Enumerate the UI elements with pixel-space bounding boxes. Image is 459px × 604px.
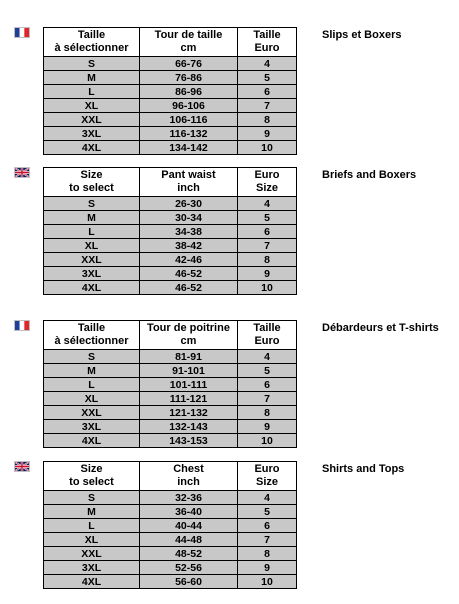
table-row xyxy=(44,239,297,253)
table-cell: 10 xyxy=(238,434,297,448)
table-cell: L xyxy=(44,378,140,392)
table-cell: 8 xyxy=(238,253,297,267)
table-header-row xyxy=(44,168,297,197)
table-cell: 6 xyxy=(238,519,297,533)
table-cell: 66-76 xyxy=(140,57,238,71)
header-cell: Euro Size xyxy=(238,168,297,197)
table-cell: 38-42 xyxy=(140,239,238,253)
size-table xyxy=(43,27,297,155)
table-cell: 10 xyxy=(238,575,297,589)
table-cell: S xyxy=(44,491,140,505)
table-row xyxy=(44,281,297,295)
table-cell: 9 xyxy=(238,420,297,434)
table-cell: 9 xyxy=(238,127,297,141)
table-cell: 9 xyxy=(238,561,297,575)
table-cell: 3XL xyxy=(44,267,140,281)
table-cell: M xyxy=(44,505,140,519)
table-cell: 6 xyxy=(238,378,297,392)
table-cell: 101-111 xyxy=(140,378,238,392)
header-cell: Size to select xyxy=(44,168,140,197)
table-cell: 7 xyxy=(238,99,297,113)
table-cell: 4XL xyxy=(44,141,140,155)
header-cell: Taille à sélectionner xyxy=(44,321,140,350)
table-row xyxy=(44,392,297,406)
table-header-row xyxy=(44,321,297,350)
section-caption: Shirts and Tops xyxy=(322,463,405,475)
header-cell: Euro Size xyxy=(238,462,297,491)
table-cell: 96-106 xyxy=(140,99,238,113)
table-row xyxy=(44,364,297,378)
table-cell: XXL xyxy=(44,253,140,267)
flag-uk-icon xyxy=(14,461,30,472)
table-cell: 7 xyxy=(238,239,297,253)
table-cell: 4 xyxy=(238,57,297,71)
table-cell: 8 xyxy=(238,406,297,420)
table-cell: 30-34 xyxy=(140,211,238,225)
table-header-row xyxy=(44,462,297,491)
table-cell: S xyxy=(44,57,140,71)
table-row xyxy=(44,378,297,392)
table-cell: L xyxy=(44,225,140,239)
table-cell: XL xyxy=(44,239,140,253)
table-row xyxy=(44,561,297,575)
table-cell: M xyxy=(44,211,140,225)
table-row xyxy=(44,406,297,420)
section-caption: Briefs and Boxers xyxy=(322,169,417,181)
table-row xyxy=(44,267,297,281)
table-cell: M xyxy=(44,71,140,85)
table-cell: 5 xyxy=(238,71,297,85)
table-cell: XL xyxy=(44,99,140,113)
table-row xyxy=(44,197,297,211)
table-cell: 3XL xyxy=(44,561,140,575)
table-cell: L xyxy=(44,519,140,533)
table-row xyxy=(44,71,297,85)
table-cell: 56-60 xyxy=(140,575,238,589)
header-cell: Taille Euro xyxy=(238,321,297,350)
table-cell: 106-116 xyxy=(140,113,238,127)
table-cell: 132-143 xyxy=(140,420,238,434)
table-cell: 7 xyxy=(238,533,297,547)
header-cell: Pant waist inch xyxy=(140,168,238,197)
table-cell: XL xyxy=(44,392,140,406)
table-cell: 48-52 xyxy=(140,547,238,561)
table-cell: 81-91 xyxy=(140,350,238,364)
table-cell: 143-153 xyxy=(140,434,238,448)
table-row xyxy=(44,491,297,505)
table-cell: 46-52 xyxy=(140,267,238,281)
header-cell: Tour de taille cm xyxy=(140,28,238,57)
table-cell: 4XL xyxy=(44,281,140,295)
flag-fr-icon xyxy=(14,320,30,331)
table-cell: 5 xyxy=(238,505,297,519)
table-row xyxy=(44,253,297,267)
table-cell: M xyxy=(44,364,140,378)
table-row xyxy=(44,85,297,99)
table-row xyxy=(44,350,297,364)
table-row xyxy=(44,99,297,113)
table-row xyxy=(44,533,297,547)
section-caption: Débardeurs et T-shirts xyxy=(322,322,439,334)
table-cell: 32-36 xyxy=(140,491,238,505)
table-row xyxy=(44,505,297,519)
table-cell: 3XL xyxy=(44,127,140,141)
table-cell: 36-40 xyxy=(140,505,238,519)
table-row xyxy=(44,519,297,533)
header-cell: Taille à sélectionner xyxy=(44,28,140,57)
size-table xyxy=(43,461,297,589)
table-cell: 42-46 xyxy=(140,253,238,267)
table-cell: 46-52 xyxy=(140,281,238,295)
table-cell: 6 xyxy=(238,225,297,239)
table-cell: 111-121 xyxy=(140,392,238,406)
table-cell: XXL xyxy=(44,547,140,561)
header-cell: Chest inch xyxy=(140,462,238,491)
table-cell: 76-86 xyxy=(140,71,238,85)
table-cell: 10 xyxy=(238,141,297,155)
size-table xyxy=(43,320,297,448)
table-header-row xyxy=(44,28,297,57)
table-cell: 52-56 xyxy=(140,561,238,575)
section-caption: Slips et Boxers xyxy=(322,29,402,41)
header-cell: Size to select xyxy=(44,462,140,491)
table-cell: 8 xyxy=(238,113,297,127)
table-cell: XXL xyxy=(44,406,140,420)
table-cell: 5 xyxy=(238,364,297,378)
table-cell: XXL xyxy=(44,113,140,127)
table-cell: 4XL xyxy=(44,575,140,589)
flag-uk-icon xyxy=(14,167,30,178)
table-cell: 91-101 xyxy=(140,364,238,378)
table-cell: 86-96 xyxy=(140,85,238,99)
table-cell: 3XL xyxy=(44,420,140,434)
table-cell: 5 xyxy=(238,211,297,225)
table-cell: 121-132 xyxy=(140,406,238,420)
header-cell: Taille Euro xyxy=(238,28,297,57)
table-row xyxy=(44,225,297,239)
table-cell: 10 xyxy=(238,281,297,295)
table-row xyxy=(44,420,297,434)
table-cell: 134-142 xyxy=(140,141,238,155)
table-cell: 4 xyxy=(238,350,297,364)
table-cell: 40-44 xyxy=(140,519,238,533)
table-row xyxy=(44,434,297,448)
table-cell: 8 xyxy=(238,547,297,561)
table-row xyxy=(44,127,297,141)
header-cell: Tour de poitrine cm xyxy=(140,321,238,350)
table-row xyxy=(44,575,297,589)
table-cell: 4 xyxy=(238,197,297,211)
table-cell: 44-48 xyxy=(140,533,238,547)
table-row xyxy=(44,547,297,561)
table-cell: 4XL xyxy=(44,434,140,448)
table-cell: 6 xyxy=(238,85,297,99)
size-table xyxy=(43,167,297,295)
table-cell: XL xyxy=(44,533,140,547)
table-cell: S xyxy=(44,197,140,211)
table-row xyxy=(44,113,297,127)
table-cell: 4 xyxy=(238,491,297,505)
table-row xyxy=(44,141,297,155)
table-row xyxy=(44,57,297,71)
table-cell: 7 xyxy=(238,392,297,406)
table-row xyxy=(44,211,297,225)
table-cell: 9 xyxy=(238,267,297,281)
table-cell: S xyxy=(44,350,140,364)
table-cell: 116-132 xyxy=(140,127,238,141)
table-cell: 34-38 xyxy=(140,225,238,239)
table-cell: L xyxy=(44,85,140,99)
table-cell: 26-30 xyxy=(140,197,238,211)
flag-fr-icon xyxy=(14,27,30,38)
